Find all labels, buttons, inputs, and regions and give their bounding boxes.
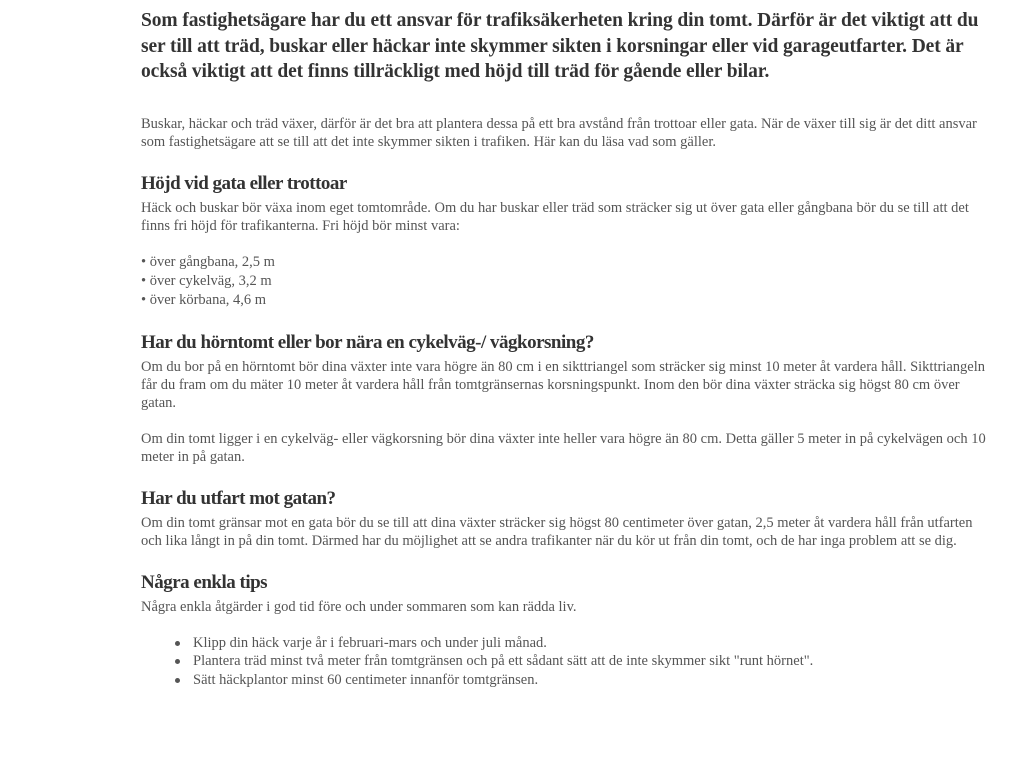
list-item: • över gångbana, 2,5 m	[141, 253, 275, 270]
heading-corner: Har du hörntomt eller bor nära en cykelväg-/ vägkorsning?	[141, 331, 594, 353]
list-item	[173, 634, 986, 653]
height-paragraph: Häck och buskar bör växa inom eget tomtområde. Om du har buskar eller träd som sträcker sig ut över gata eller gångbana bör du se till att det finns fri höjd för trafikanterna. Fri höjd bör minst vara:	[141, 199, 969, 234]
tip-text: Plantera träd minst två meter från tomtgränsen och på ett sådant sätt att de inte skymmer sikt "runt hörnet".	[193, 653, 814, 669]
heading-height: Höjd vid gata eller trottoar	[141, 172, 347, 194]
list-item: • över körbana, 4,6 m	[141, 291, 267, 308]
bullet-icon	[175, 678, 180, 683]
exit-paragraph: Om din tomt gränsar mot en gata bör du se till att dina växter sträcker sig högst 80 centimeter över gatan, 2,5 meter åt vardera håll från utfarten och lika långt in på din tomt. Därmed har du möjlighet att se andra trafikanter när du kör ut från din tomt, och de har inga problem att se dig.	[141, 514, 973, 549]
list-item	[173, 671, 986, 690]
corner-paragraph-2: Om din tomt ligger i en cykelväg- eller vägkorsning bör dina växter inte heller vara högre än 80 cm. Detta gäller 5 meter in på cykelvägen och 10 meter in på gatan.	[141, 430, 986, 465]
section-height	[141, 173, 986, 310]
article	[141, 8, 986, 711]
heading-tips: Några enkla tips	[141, 571, 268, 593]
bullet-icon	[175, 641, 180, 646]
intro-paragraph: Som fastighetsägare har du ett ansvar för trafiksäkerheten kring din tomt. Därför är det viktigt att du ser till att träd, buskar eller häckar inte skymmer sikten i korsningar eller vid garageutfarter. Det är också viktigt att det finns tillräckligt med höjd till träd för gående eller bilar.	[141, 10, 979, 82]
list-item: • över cykelväg, 3,2 m	[141, 272, 272, 289]
bullet-icon	[175, 659, 180, 664]
lead-paragraph: Buskar, häckar och träd växer, därför är det bra att plantera dessa på ett bra avstånd från trottoar eller gata. När de växer till sig är det ditt ansvar som fastighetsägare att se till att det inte skymmer sikten i trafiken. Här kan du läsa vad som gäller.	[141, 115, 977, 150]
list-item	[173, 652, 986, 671]
tips-paragraph: Några enkla åtgärder i god tid före och under sommaren som kan rädda liv.	[141, 598, 577, 615]
section-tips	[141, 572, 986, 690]
height-list	[141, 253, 986, 310]
section-corner	[141, 332, 986, 466]
heading-exit: Har du utfart mot gatan?	[141, 487, 336, 509]
tip-text: Sätt häckplantor minst 60 centimeter innanför tomtgränsen.	[193, 671, 539, 688]
tip-text: Klipp din häck varje år i februari-mars och under juli månad.	[193, 634, 547, 651]
tips-list	[141, 634, 986, 690]
section-exit	[141, 488, 986, 550]
corner-paragraph-1: Om du bor på en hörntomt bör dina växter inte vara högre än 80 cm i en sikttriangel som sträcker sig minst 10 meter åt vardera håll. Sikttriangeln får du fram om du mäter 10 meter åt vardera håll från tomtgränsernas korsningspunkt. Inom den bör dina växter sträcka sig högst 80 cm över gatan.	[141, 358, 985, 411]
